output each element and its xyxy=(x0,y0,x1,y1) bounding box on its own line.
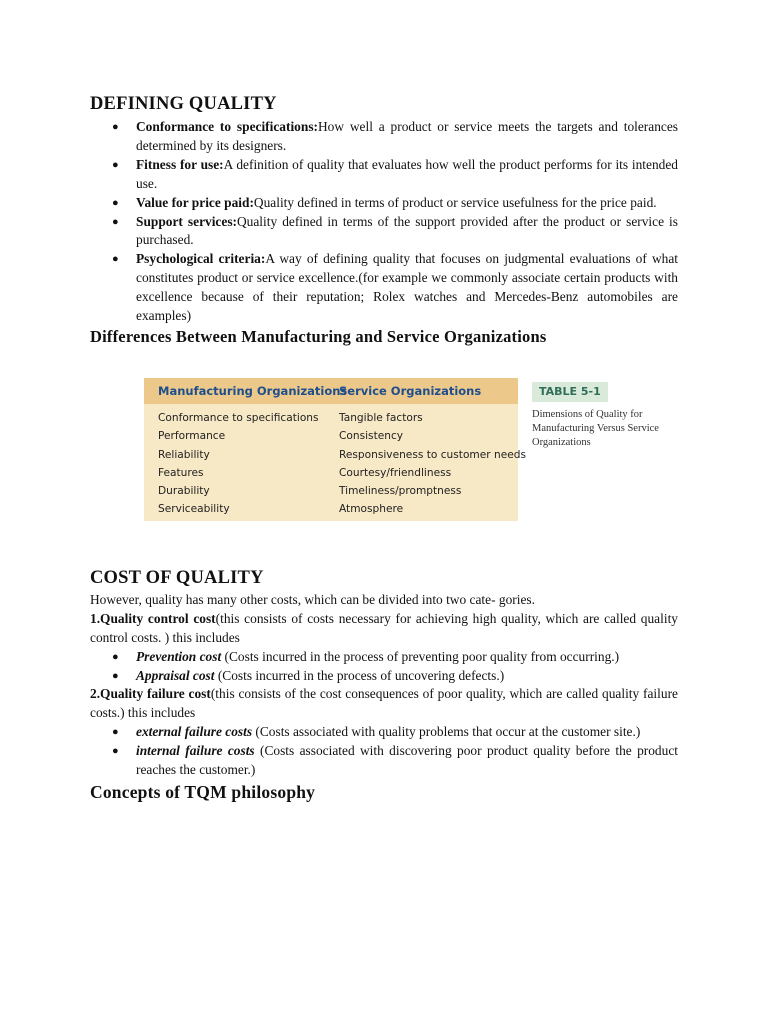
table-cell: Courtesy/friendliness xyxy=(339,466,452,479)
list-item: ● Conformance to specifications:How well a product or service meets the targets and tolerances determined by its designers. xyxy=(112,119,678,153)
quality-control-cost-paragraph: 1.Quality control cost(this consists of costs necessary for achieving high quality, which are called quality control costs. ) this includes xyxy=(90,611,678,645)
bullet-icon: ● xyxy=(112,651,119,663)
cost-intro-paragraph: However, quality has many other costs, which can be divided into two cate- gories. xyxy=(90,592,535,607)
list-item: ● Support services:Quality defined in terms of the support provided after the product or service is purchased. xyxy=(112,213,678,248)
list-item: ● Appraisal cost (Costs incurred in the process of uncovering defects.) xyxy=(90,667,678,686)
table-cell: Features xyxy=(158,466,204,479)
list-item: ● external failure costs (Costs associated with quality problems that occur at the customer site.) xyxy=(90,723,678,742)
table-cell: Durability xyxy=(158,485,210,498)
list-item: ● Value for price paid:Quality defined in terms of product or service usefulness for the price paid. xyxy=(90,194,678,213)
list-item: ● Fitness for use:A definition of quality that evaluates how well the product performs for its intended use. xyxy=(112,156,678,191)
table-cell: Timeliness/promptness xyxy=(339,485,462,498)
section-heading-defining-quality: DEFINING QUALITY xyxy=(90,94,277,114)
bullet-icon: ● xyxy=(112,215,119,228)
bullet-icon: ● xyxy=(112,158,119,171)
quality-failure-cost-list xyxy=(90,723,678,780)
bullet-icon: ● xyxy=(112,744,119,757)
bullet-icon: ● xyxy=(112,726,119,738)
list-item: ● internal failure costs (Costs associated with discovering poor product quality before the product reaches the customer.) xyxy=(112,742,678,777)
section-heading-differences: Differences Between Manufacturing and Service Organizations xyxy=(90,327,547,346)
section-heading-tqm: Concepts of TQM philosophy xyxy=(90,782,316,802)
table-cell: Tangible factors xyxy=(339,412,423,424)
quality-failure-cost-paragraph: 2.Quality failure cost(this consists of the cost consequences of poor quality, which are called quality failure costs.) this includes xyxy=(90,686,678,720)
service-column xyxy=(339,409,526,519)
quality-control-cost-list xyxy=(90,648,678,686)
manufacturing-column xyxy=(158,409,319,519)
table-number-tag: TABLE 5-1 xyxy=(532,382,608,402)
list-item: ● Psychological criteria:A way of defining quality that focuses on judgmental evaluations of what constitutes product or service excellence.(for example we commonly associate certain products with excellence because of their reputation; Rolex watches and Mercedes-Benz automobiles are examples) xyxy=(112,251,678,324)
table-cell: Responsiveness to customer needs xyxy=(339,448,526,461)
table-header-service: Service Organizations xyxy=(339,384,482,398)
bullet-icon: ● xyxy=(112,121,119,133)
bullet-icon: ● xyxy=(112,669,119,682)
table-header-row xyxy=(144,378,518,404)
table-cell: Consistency xyxy=(339,430,404,443)
quality-dimensions-table-figure xyxy=(144,378,684,528)
quality-dimensions-table xyxy=(144,378,526,521)
table-header-manufacturing: Manufacturing Organizations xyxy=(158,384,348,398)
bullet-icon: ● xyxy=(112,196,119,209)
table-cell: Atmosphere xyxy=(339,503,404,516)
table-cell: Conformance to specifications xyxy=(158,412,319,424)
bullet-icon: ● xyxy=(112,253,119,266)
quality-definitions-list xyxy=(90,118,678,326)
table-cell: Reliability xyxy=(158,448,210,461)
table-cell: Performance xyxy=(158,430,226,443)
table-caption: Dimensions of Quality for Manufacturing Versus Service Organizations xyxy=(532,409,659,448)
list-item: ● Prevention cost (Costs incurred in the process of preventing poor quality from occurring.) xyxy=(90,648,678,667)
section-heading-cost-of-quality: COST OF QUALITY xyxy=(90,568,264,588)
table-cell: Serviceability xyxy=(158,503,230,516)
